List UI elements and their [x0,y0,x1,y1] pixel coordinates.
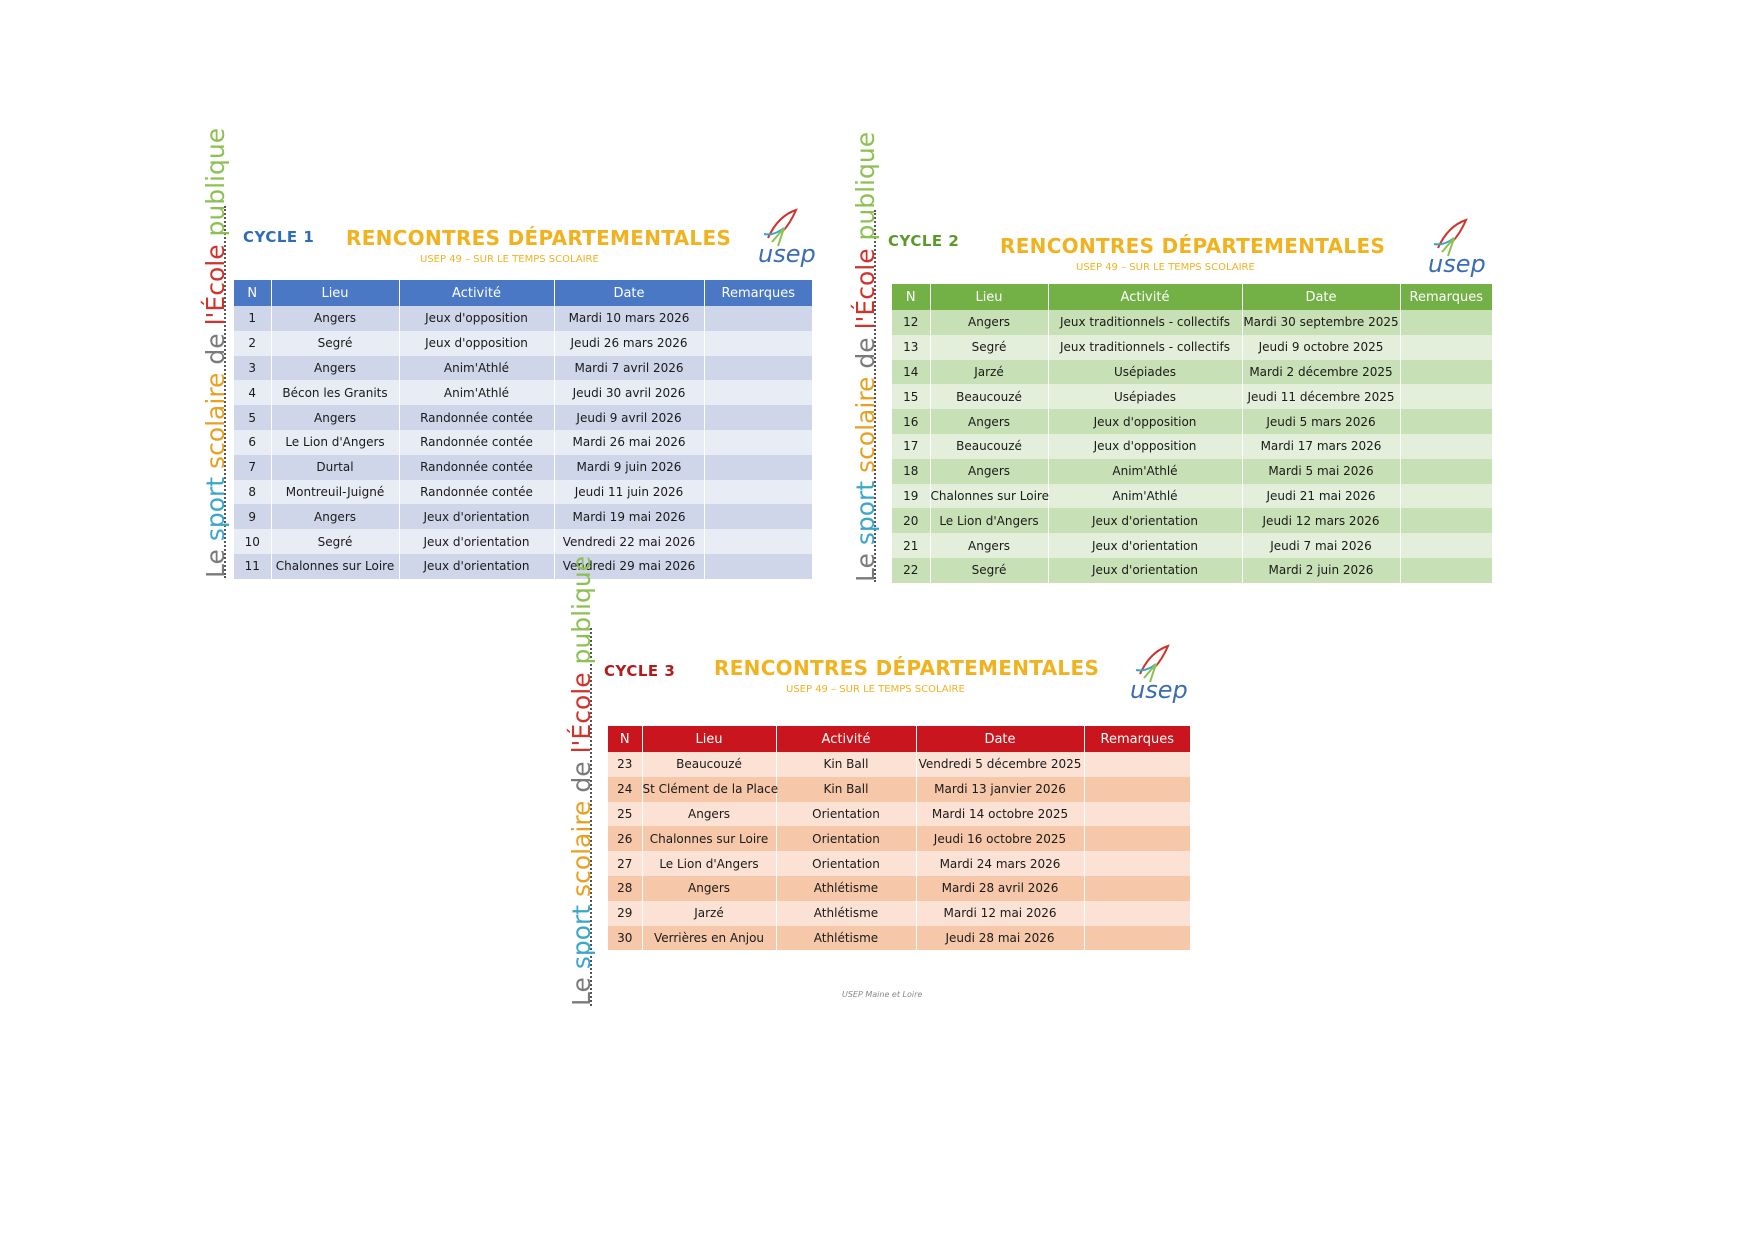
page-title: RENCONTRES DÉPARTEMENTALES [1000,234,1386,258]
cell-date: Jeudi 26 mars 2026 [554,331,704,356]
col-n: N [234,280,271,306]
table-row [234,405,812,430]
page-title: RENCONTRES DÉPARTEMENTALES [714,656,1100,680]
cell-remarques [1084,926,1190,951]
cell-lieu: Le Lion d'Angers [271,430,399,455]
cell-activite: Jeux d'orientation [399,554,554,579]
cell-activite: Randonnée contée [399,455,554,480]
table-row [234,529,812,554]
cell-remarques [1084,826,1190,851]
cell-remarques [704,504,812,529]
col-remarques: Remarques [721,285,795,301]
cell-lieu: Beaucouzé [642,752,776,777]
usep-logo [1126,642,1198,706]
cell-lieu: Angers [930,409,1048,434]
cell-n: 20 [892,508,930,533]
cell-activite: Jeux d'opposition [1048,434,1242,459]
col-activite: Activité [399,280,554,306]
cell-remarques [1400,434,1492,459]
cell-lieu: Segré [930,335,1048,360]
cell-remarques [704,356,812,381]
cell-n: 2 [234,331,271,356]
cell-activite: Anim'Athlé [1048,484,1242,509]
cell-date: Vendredi 22 mai 2026 [554,529,704,554]
cell-n: 26 [608,826,642,851]
cell-date: Mardi 28 avril 2026 [916,876,1084,901]
svg-text:usep: usep [1130,676,1188,704]
cell-remarques [1400,409,1492,434]
cycle2-table [892,284,1492,583]
cycle-label: CYCLE 3 [604,662,676,680]
table-row [892,533,1492,558]
side-slogan: Le sport scolaire de l'École publique [567,555,596,1006]
table-row [608,926,1190,951]
table-row [892,310,1492,335]
cell-n: 17 [892,434,930,459]
col-date: Date [554,280,704,306]
table-row [234,430,812,455]
cell-lieu: Durtal [271,455,399,480]
cell-lieu: Angers [271,504,399,529]
cycle1-table [234,280,812,579]
col-lieu: Lieu [271,280,399,306]
usep-logo [1424,216,1496,280]
cell-date: Jeudi 9 avril 2026 [554,405,704,430]
cell-date: Mardi 26 mai 2026 [554,430,704,455]
table-row [608,876,1190,901]
cell-lieu: Jarzé [642,901,776,926]
cell-lieu: Segré [271,529,399,554]
cell-activite: Usépiades [1048,360,1242,385]
cell-activite: Athlétisme [776,876,916,901]
table-row [234,331,812,356]
svg-text:usep: usep [1428,250,1486,278]
table-row [892,409,1492,434]
cell-lieu: St Clément de la Place [642,777,776,802]
cell-lieu: Angers [271,405,399,430]
cell-date: Jeudi 16 octobre 2025 [916,826,1084,851]
col-remarques: Remarques [1409,289,1483,305]
cell-date: Jeudi 11 décembre 2025 [1242,384,1400,409]
col-lieu: Lieu [642,726,776,752]
cell-date: Mardi 5 mai 2026 [1242,459,1400,484]
cell-date: Mardi 24 mars 2026 [916,851,1084,876]
table-row [892,459,1492,484]
cycle2-panel [851,131,1492,582]
cell-n: 28 [608,876,642,901]
cell-activite: Jeux traditionnels - collectifs [1048,335,1242,360]
cell-lieu: Le Lion d'Angers [930,508,1048,533]
table-row [892,384,1492,409]
cell-date: Mardi 13 janvier 2026 [916,777,1084,802]
table-header [892,284,1492,310]
cell-remarques [1084,752,1190,777]
cell-lieu: Le Lion d'Angers [642,851,776,876]
cell-activite: Jeux d'orientation [399,529,554,554]
cell-n: 15 [892,384,930,409]
cell-remarques [1400,508,1492,533]
cell-date: Mardi 9 juin 2026 [554,455,704,480]
cell-remarques [1084,876,1190,901]
cell-date: Jeudi 21 mai 2026 [1242,484,1400,509]
cell-date: Jeudi 11 juin 2026 [554,480,704,505]
cell-n: 4 [234,380,271,405]
cell-lieu: Angers [930,533,1048,558]
cell-lieu: Segré [271,331,399,356]
cell-lieu: Verrières en Anjou [642,926,776,951]
cell-activite: Randonnée contée [399,480,554,505]
table-row [608,851,1190,876]
table-row [608,901,1190,926]
cell-date: Mardi 30 septembre 2025 [1242,310,1400,335]
cell-lieu: Beaucouzé [930,434,1048,459]
cell-date: Mardi 19 mai 2026 [554,504,704,529]
cell-date: Mardi 10 mars 2026 [554,306,704,331]
cycle-label: CYCLE 1 [243,228,315,246]
cell-date: Mardi 2 juin 2026 [1242,558,1400,583]
cell-remarques [704,455,812,480]
cell-n: 9 [234,504,271,529]
cell-date: Mardi 17 mars 2026 [1242,434,1400,459]
cell-n: 18 [892,459,930,484]
cell-lieu: Chalonnes sur Loire [642,826,776,851]
cell-remarques [704,405,812,430]
cell-activite: Orientation [776,802,916,827]
cell-remarques [704,331,812,356]
cell-date: Jeudi 5 mars 2026 [1242,409,1400,434]
cell-activite: Jeux d'orientation [1048,558,1242,583]
col-n: N [608,726,642,752]
cell-activite: Jeux d'opposition [399,331,554,356]
cell-n: 22 [892,558,930,583]
cell-n: 25 [608,802,642,827]
cell-lieu: Beaucouzé [930,384,1048,409]
cell-remarques [1400,459,1492,484]
cell-lieu: Chalonnes sur Loire [271,554,399,579]
cell-activite: Jeux d'orientation [399,504,554,529]
cell-n: 27 [608,851,642,876]
cell-activite: Jeux d'opposition [1048,409,1242,434]
cell-remarques [1084,901,1190,926]
cell-date: Jeudi 7 mai 2026 [1242,533,1400,558]
cell-activite: Anim'Athlé [1048,459,1242,484]
page-subtitle: USEP 49 – SUR LE TEMPS SCOLAIRE [420,254,599,265]
cell-date: Mardi 7 avril 2026 [554,356,704,381]
cell-lieu: Montreuil-Juigné [271,480,399,505]
table-row [892,360,1492,385]
cell-activite: Athlétisme [776,901,916,926]
cell-remarques [704,480,812,505]
cell-lieu: Angers [642,876,776,901]
cell-activite: Jeux d'opposition [399,306,554,331]
cell-remarques [1084,851,1190,876]
cell-date: Jeudi 9 octobre 2025 [1242,335,1400,360]
cell-activite: Anim'Athlé [399,356,554,381]
cell-n: 6 [234,430,271,455]
page-subtitle: USEP 49 – SUR LE TEMPS SCOLAIRE [1076,262,1255,273]
cell-activite: Orientation [776,851,916,876]
usep-logo [754,206,826,270]
cycle3-table [608,726,1190,950]
cell-remarques [1084,777,1190,802]
cell-lieu: Angers [642,802,776,827]
cell-lieu: Angers [930,459,1048,484]
col-activite: Activité [1048,284,1242,310]
side-slogan: Le sport scolaire de l'École publique [201,127,230,578]
table-row [892,508,1492,533]
cell-remarques [1400,384,1492,409]
cell-n: 8 [234,480,271,505]
table-row [892,558,1492,583]
col-n: N [892,284,930,310]
cell-n: 29 [608,901,642,926]
cell-n: 7 [234,455,271,480]
cell-lieu: Jarzé [930,360,1048,385]
cell-n: 12 [892,310,930,335]
cell-date: Mardi 2 décembre 2025 [1242,360,1400,385]
table-row [892,484,1492,509]
cycle-label: CYCLE 2 [888,232,960,250]
cell-activite: Jeux d'orientation [1048,508,1242,533]
cell-n: 21 [892,533,930,558]
cell-remarques [704,529,812,554]
cell-date: Jeudi 30 avril 2026 [554,380,704,405]
cell-date: Vendredi 29 mai 2026 [554,554,704,579]
cell-activite: Randonnée contée [399,430,554,455]
svg-text:usep: usep [758,240,816,268]
cell-activite: Randonnée contée [399,405,554,430]
col-date: Date [916,726,1084,752]
table-row [234,380,812,405]
cell-remarques [1400,335,1492,360]
cell-remarques [1400,558,1492,583]
cell-activite: Jeux d'orientation [1048,533,1242,558]
cell-n: 24 [608,777,642,802]
cell-remarques [704,430,812,455]
cell-remarques [1084,802,1190,827]
cell-lieu: Segré [930,558,1048,583]
table-row [608,752,1190,777]
cell-n: 1 [234,306,271,331]
cell-n: 16 [892,409,930,434]
table-row [892,335,1492,360]
cell-lieu: Chalonnes sur Loire [930,484,1048,509]
cell-activite: Orientation [776,826,916,851]
cell-date: Jeudi 28 mai 2026 [916,926,1084,951]
cell-activite: Usépiades [1048,384,1242,409]
cell-lieu: Angers [271,306,399,331]
cell-remarques [1400,360,1492,385]
cell-activite: Anim'Athlé [399,380,554,405]
cell-n: 30 [608,926,642,951]
cell-remarques [1400,533,1492,558]
cell-date: Mardi 14 octobre 2025 [916,802,1084,827]
side-slogan: Le sport scolaire de l'École publique [851,131,880,582]
table-row [608,777,1190,802]
cell-activite: Jeux traditionnels - collectifs [1048,310,1242,335]
footer-note: USEP Maine et Loire [842,990,923,999]
cell-date: Jeudi 12 mars 2026 [1242,508,1400,533]
cell-remarques [704,380,812,405]
cell-n: 5 [234,405,271,430]
table-row [234,554,812,579]
cell-n: 3 [234,356,271,381]
cell-activite: Athlétisme [776,926,916,951]
cell-remarques [1400,310,1492,335]
col-date: Date [1242,284,1400,310]
cell-remarques [1400,484,1492,509]
cell-lieu: Angers [930,310,1048,335]
cell-activite: Kin Ball [776,752,916,777]
cell-n: 14 [892,360,930,385]
cell-n: 23 [608,752,642,777]
table-row [234,356,812,381]
cell-remarques [704,554,812,579]
table-row [608,826,1190,851]
col-activite: Activité [776,726,916,752]
page-subtitle: USEP 49 – SUR LE TEMPS SCOLAIRE [786,684,965,695]
table-row [608,802,1190,827]
cell-n: 11 [234,554,271,579]
cell-n: 13 [892,335,930,360]
table-row [234,480,812,505]
cell-lieu: Bécon les Granits [271,380,399,405]
cell-activite: Kin Ball [776,777,916,802]
cell-remarques [704,306,812,331]
cell-date: Mardi 12 mai 2026 [916,901,1084,926]
cell-lieu: Angers [271,356,399,381]
page-title: RENCONTRES DÉPARTEMENTALES [346,226,732,250]
table-row [892,434,1492,459]
col-remarques: Remarques [1100,731,1174,747]
cell-n: 10 [234,529,271,554]
table-row [234,504,812,529]
table-row [234,455,812,480]
cell-date: Vendredi 5 décembre 2025 [916,752,1084,777]
table-row [234,306,812,331]
table-header [608,726,1190,752]
col-lieu: Lieu [930,284,1048,310]
cycle1-panel [201,127,816,578]
table-header [234,280,812,306]
cell-n: 19 [892,484,930,509]
